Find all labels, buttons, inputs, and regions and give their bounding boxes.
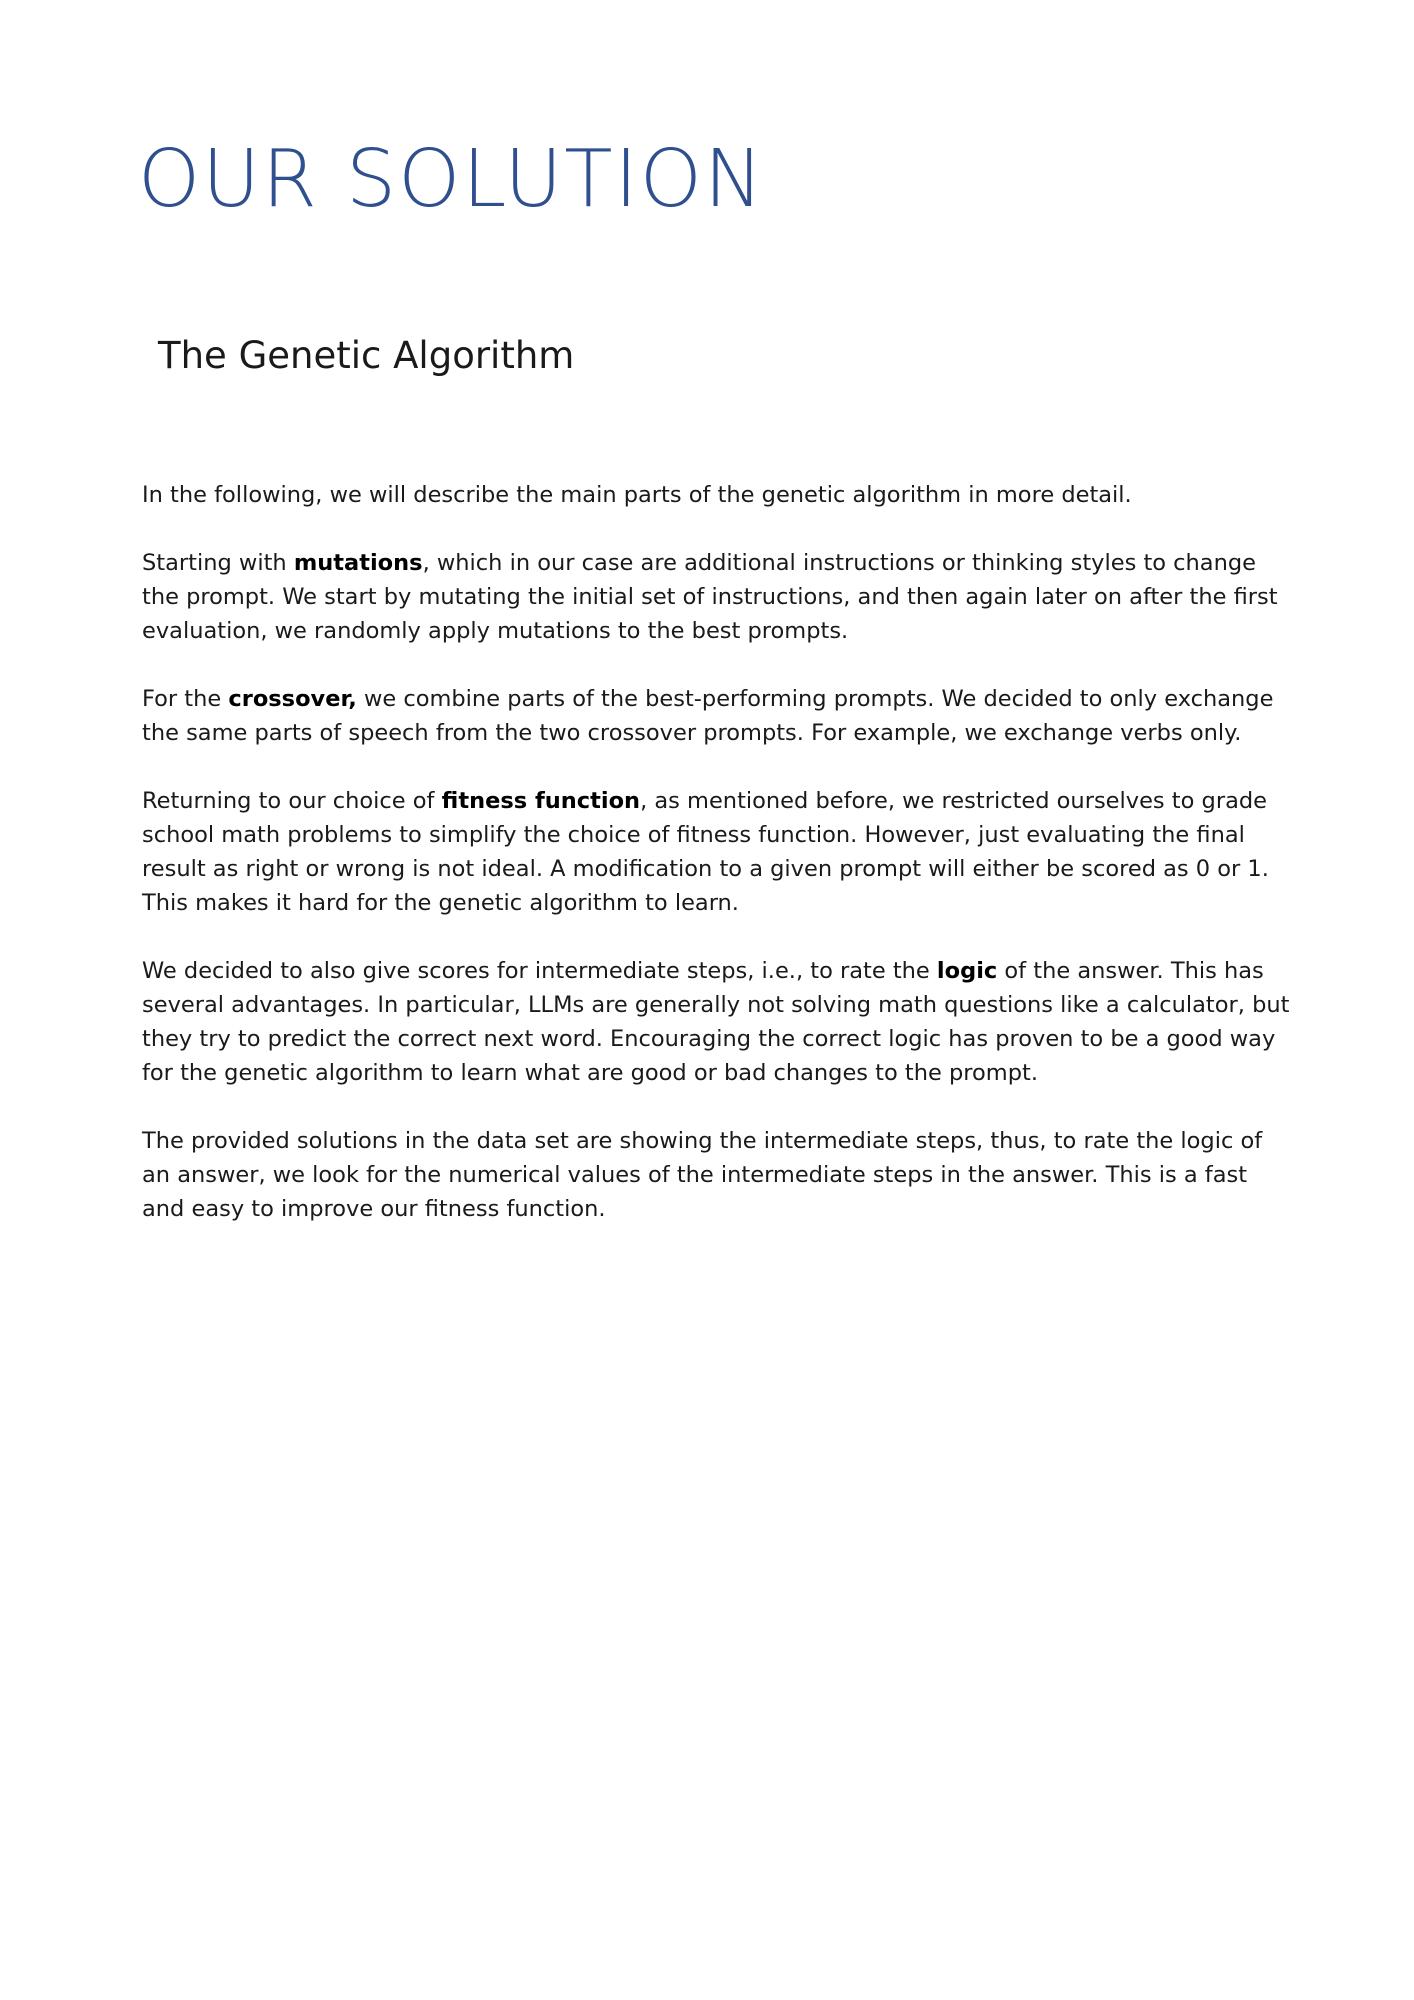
- paragraph-text: , which in our case are additional instructions or thinking styles to change the prompt. We start by mutating the initial set of instructions, and then again later on after the first evaluation, we randomly apply mutations to the best prompts.: [142, 550, 1278, 644]
- paragraph-text: of the answer. This has several advantages. In particular, LLMs are generally not solving math questions like a calculator, but they try to predict the correct next word. Encouraging the correct logic has proven to be a good way for the genetic algorithm to learn what are good or bad changes to the prompt.: [142, 958, 1290, 1086]
- paragraph-text: , as mentioned before, we restricted ourselves to grade school math problems to simplify the choice of fitness function. However, just evaluating the final result as right or wrong is not ideal. A modification to a given prompt will either be scored as 0 or 1. This makes it hard for the genetic algorithm to learn.: [142, 788, 1269, 916]
- paragraph-text: we combine parts of the best-performing prompts. We decided to only exchange the same parts of speech from the two crossover prompts. For example, we exchange verbs only.: [142, 686, 1274, 746]
- paragraph-text: We decided to also give scores for intermediate steps, i.e., to rate the: [142, 958, 937, 984]
- section-heading: The Genetic Algorithm: [158, 334, 575, 377]
- paragraph-fitness-function: [142, 784, 1292, 920]
- paragraph-crossover: [142, 682, 1292, 750]
- bold-term-fitness-function: fitness function: [441, 788, 641, 814]
- bold-term-logic: logic: [936, 958, 998, 984]
- paragraph-mutations: [142, 546, 1292, 648]
- paragraph-solutions: [142, 1124, 1292, 1226]
- paragraph-text: For the: [142, 686, 229, 712]
- paragraph-text: In the following, we will describe the main parts of the genetic algorithm in more detail.: [142, 482, 1132, 508]
- paragraph-text: Starting with: [142, 550, 294, 576]
- bold-term-mutations: mutations: [293, 550, 423, 576]
- bold-term-crossover: crossover,: [228, 686, 357, 712]
- paragraph-intro: [142, 478, 1292, 512]
- paragraph-text: Returning to our choice of: [142, 788, 442, 814]
- paragraph-text: The provided solutions in the data set are showing the intermediate steps, thus, to rate the logic of an answer, we look for the numerical values of the intermediate steps in the answer. This is a fast and easy to improve our fitness function.: [142, 1128, 1263, 1222]
- page-title: OUR SOLUTION: [138, 133, 766, 225]
- body-text: [142, 478, 1292, 1260]
- paragraph-logic: [142, 954, 1292, 1090]
